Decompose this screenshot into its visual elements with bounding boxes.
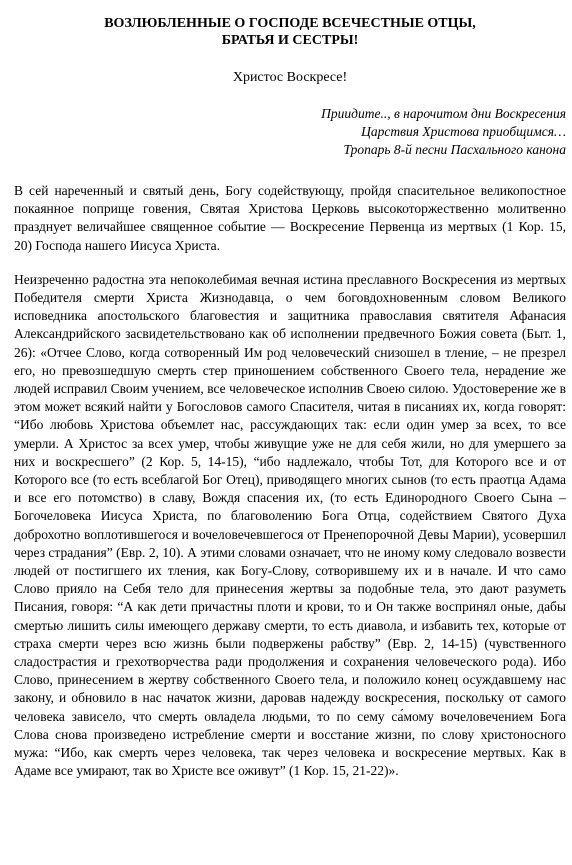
- body-paragraph-1: В сей нареченный и святый день, Богу содействующу, пройдя спасительное великопостное покаянное поприще говения, Святая Христова Церковь высокоторжественно молитвенно празднует величайшее священное событие — Воскресение Первенца из мертвых (1 Кор. 15, 20) Господа нашего Иисуса Христа.: [14, 183, 566, 253]
- epigraph: [14, 105, 566, 159]
- address-heading: [14, 0, 566, 49]
- paschal-greeting: Христос Воскресе!: [232, 70, 348, 85]
- epigraph-line-1: Приидите.., в нарочитом дни Воскресения: [321, 106, 566, 121]
- body-paragraph-2: Неизреченно радостна эта непоколебимая вечная истина преславного Воскресения из мертвых Победителя смерти Христа Жизнодавца, о чем боговдохновенным словом Великого исповедника апостольского благовестия и защитника православия святителя Афанасия Александрийского засвидетельствовано как об исполнении предвечного Божия совета (Быт. 1, 26): «Отчее Слово, когда сотворенный Им род человеческий снизошел в тление, – не презрел его, но превозшедшую смерть стер приношением собственного Своего тела, нерадение же людей исправил Своим учением, все человеческое исполнив Своею силою. Удостоверение же в этом может всякий найти у Богословов самого Спасителя, читая в писаниях их, когда говорят: “Ибо любовь Христова объемлет нас, рассуждающих так: если один умер за всех, то все умерли. А Христос за всех умер, чтобы живущие уже не для себя жили, но для умершего за них и воскресшего” (2 Кор. 5, 14-15), “ибо надлежало, чтобы Тот, для Которого все и от Которого все (то есть всеблагой Бог Отец), приводящего многих сынов (то есть праотца Адама и все его потомство) в славу, Вождя спасения их, (то есть Единородного Своего Сына – Богочеловека Иисуса Христа, по благоволению Бога Отца, содействием Святого Духа доброхотно воплотившегося и вочеловечевшегося от Пренепорочной Девы Марии), усовершил через страдания” (Евр. 2, 10). А этими словами означает, что не иному кому следовало возвести людей от постигшего их тления, как Богу-Слову, сотворившему их и в начале. И что само Слово прияло на Себя тело для принесения жертвы за подобные тела, это дают разуметь Писания, говоря: “А как дети причастны плоти и крови, то и Он также воспринял оные, дабы смертью лишить силы имеющего державу смерти, то есть диавола, и избавить тех, которые от страха смерти через всю жизнь были подвержены рабству” (Евр. 2, 14-15) (чувственного сладострастия и грехотворчества ради продолжения и сохранения человеческого рода). Ибо Слово, принесением в жертву собственного Своего тела, и положило конец осуждавшему нас закону, и обновило в нас начаток жизни, даровав надежду воскресения, поскольку от самого человека зависело, что смерть овладела людьми, то по сему са́мому вочеловечением Бога Слова снова произведено истребление смерти и восстание жизни, по слову христоносного мужа: “Ибо, как смерть через человека, так через человека и воскресение мертвых. Как в Адаме все умирают, так во Христе все оживут” (1 Кор. 15, 21-22)».: [14, 271, 566, 779]
- heading-line-1: ВОЗЛЮБЛЕННЫЕ О ГОСПОДЕ ВСЕЧЕСТНЫЕ ОТЦЫ,: [104, 16, 476, 31]
- heading-line-2: БРАТЬЯ И СЕСТРЫ!: [221, 33, 359, 48]
- epigraph-source: Тропарь 8-й песни Пасхального канона: [343, 142, 566, 157]
- epigraph-line-2: Царствия Христова приобщимся…: [361, 124, 566, 139]
